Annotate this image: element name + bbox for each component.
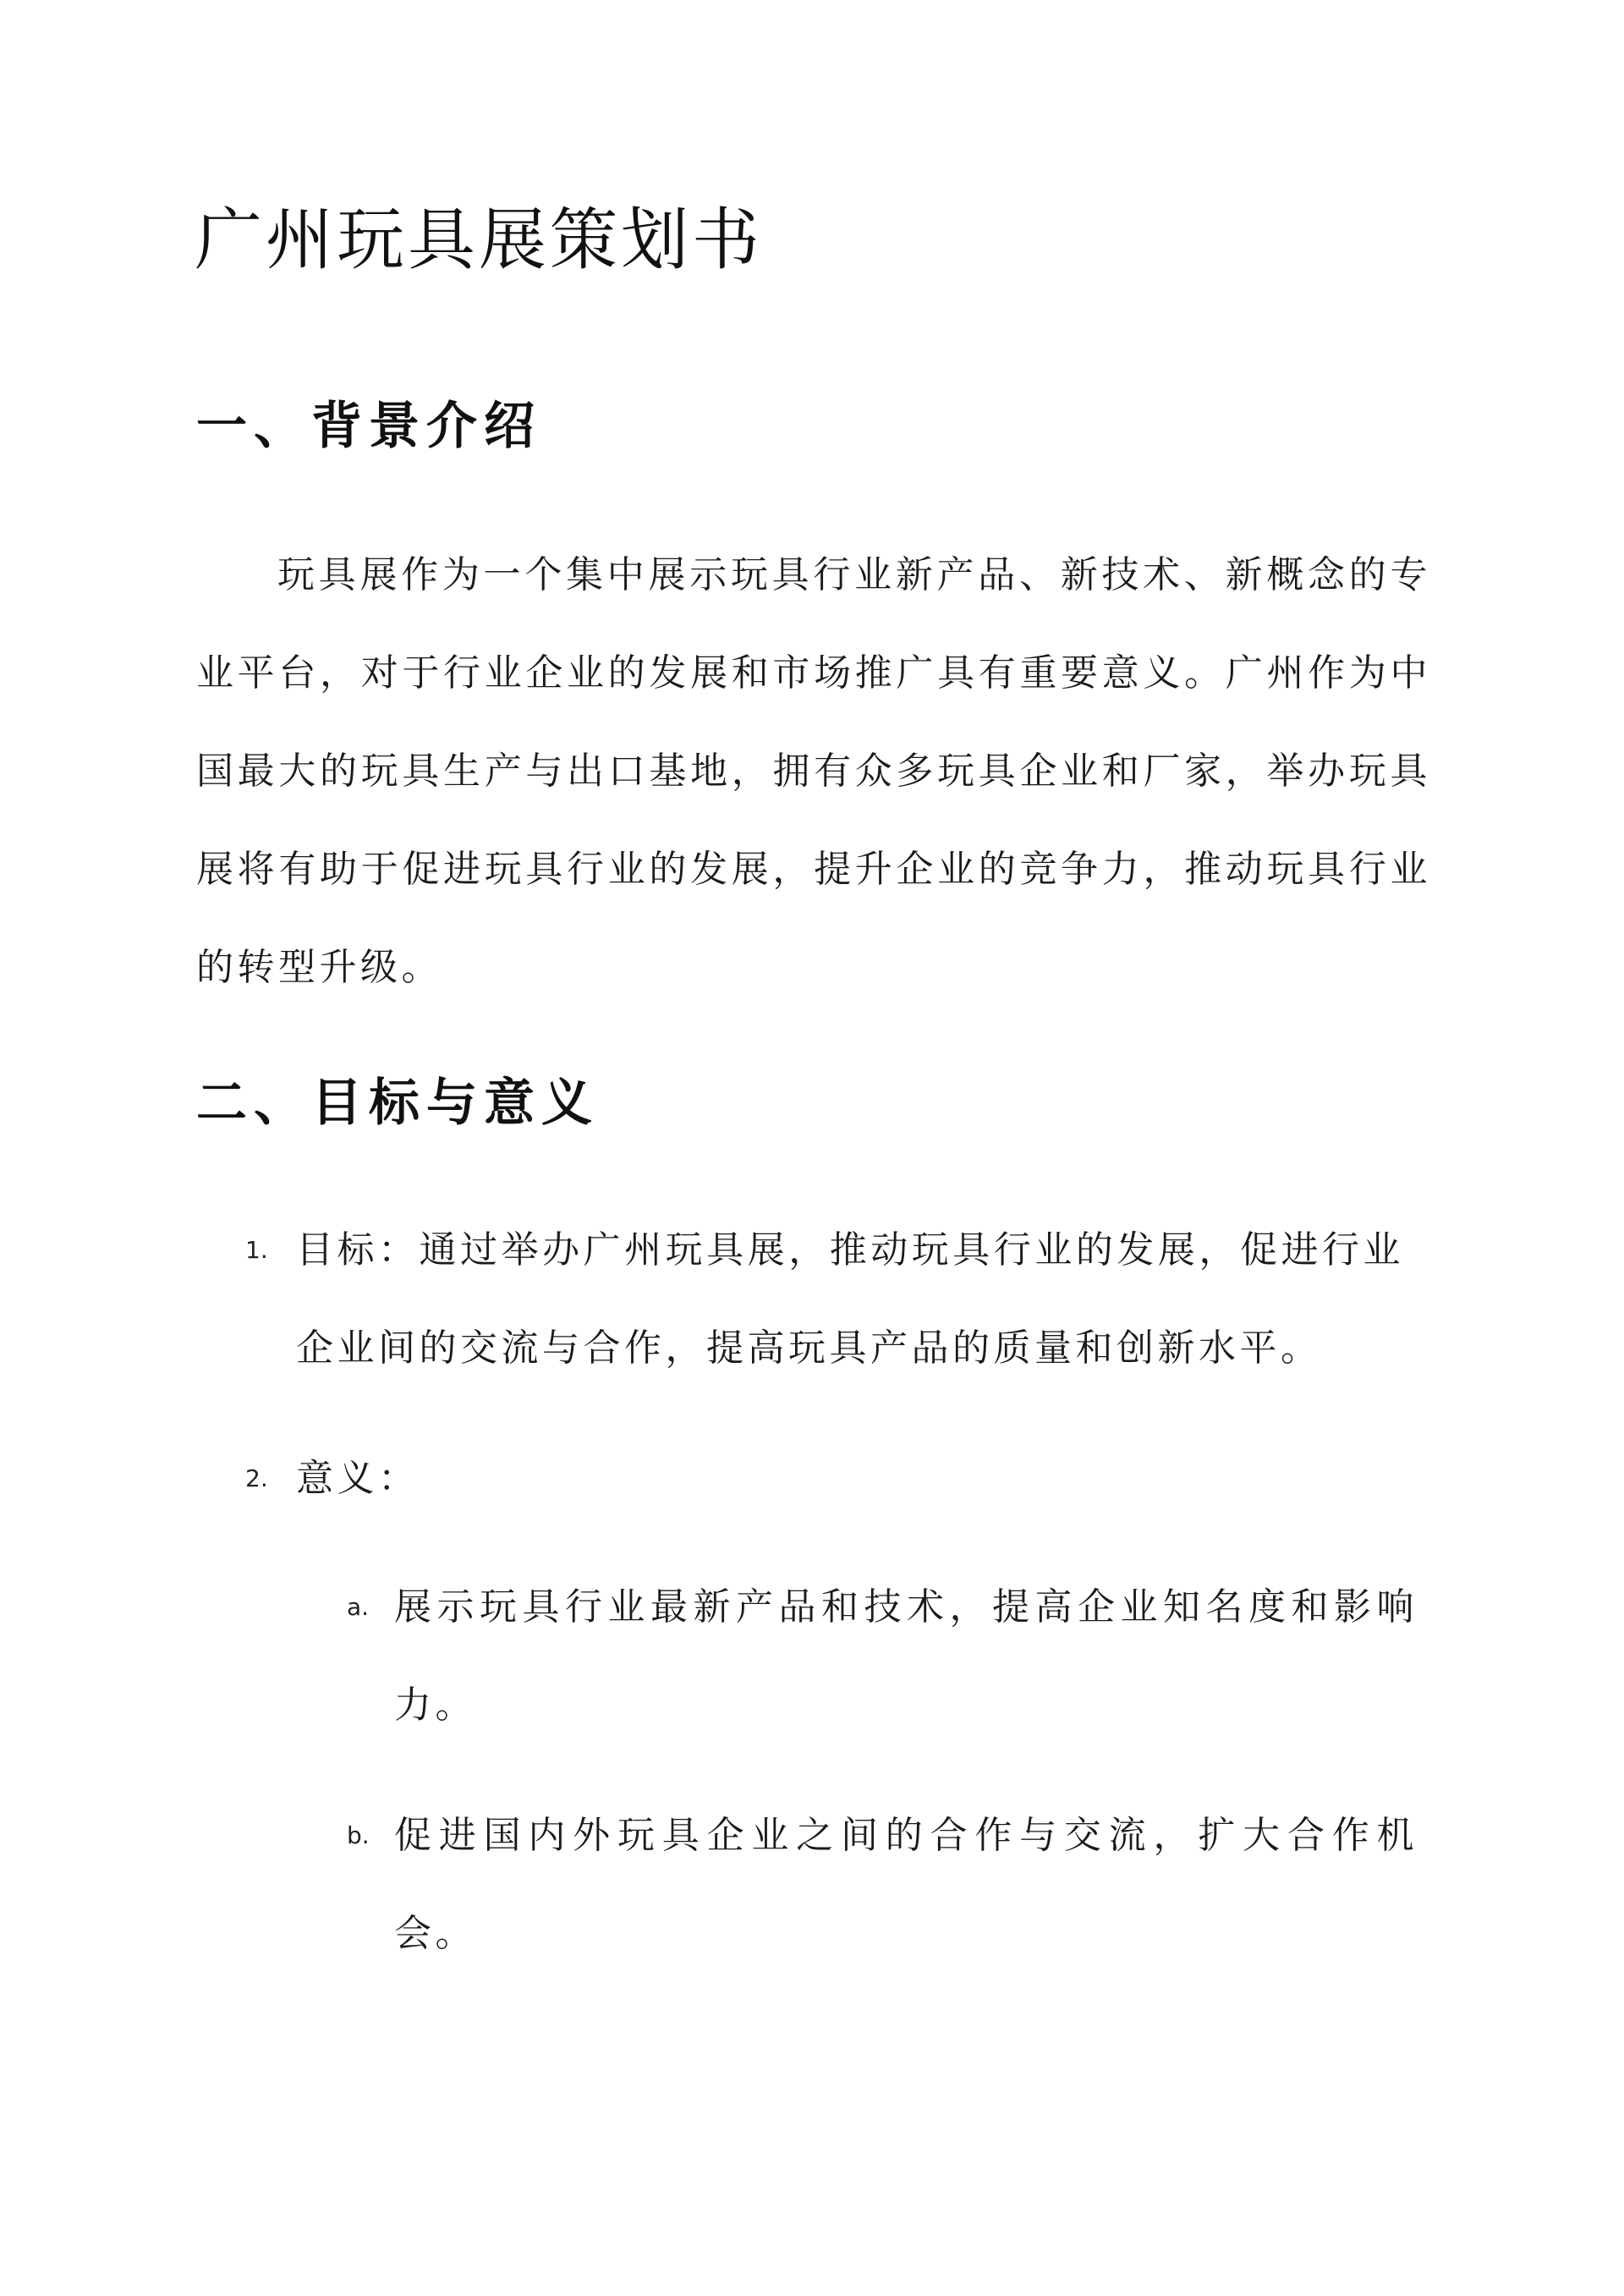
list-item-text: 目标：通过举办广州玩具展，推动玩具行业的发展，促进行业企业间的交流与合作，提高玩具产品的质量和创新水平。 <box>296 1228 1404 1370</box>
sublist-item-b <box>347 1787 1418 1983</box>
background-paragraph: 玩具展作为一个集中展示玩具行业新产品、新技术、新概念的专业平台，对于行业企业的发展和市场推广具有重要意义。广州作为中国最大的玩具生产与出口基地，拥有众多玩具企业和厂家，举办玩具展将有助于促进玩具行业的发展，提升企业的竞争力，推动玩具行业的转型升级。 <box>196 553 1431 989</box>
sublist-item-a <box>347 1558 1418 1755</box>
document-title: 广州玩具展策划书 <box>195 200 763 279</box>
list-item-text: 意义： <box>296 1457 420 1500</box>
sublist-item-text: 促进国内外玩具企业之间的合作与交流，扩大合作机会。 <box>394 1814 1418 1955</box>
list-marker: 2. <box>245 1464 268 1492</box>
sublist-marker: a. <box>347 1593 370 1621</box>
sublist-item-text: 展示玩具行业最新产品和技术，提高企业知名度和影响力。 <box>394 1585 1418 1727</box>
section-heading-goals: 二、目标与意义 <box>196 1074 599 1133</box>
list-item-significance <box>245 1430 1404 1528</box>
section-heading-background: 一、背景介绍 <box>196 397 541 456</box>
list-item-goal <box>245 1201 1404 1398</box>
sublist-marker: b. <box>347 1821 370 1849</box>
list-marker: 1. <box>245 1236 268 1264</box>
